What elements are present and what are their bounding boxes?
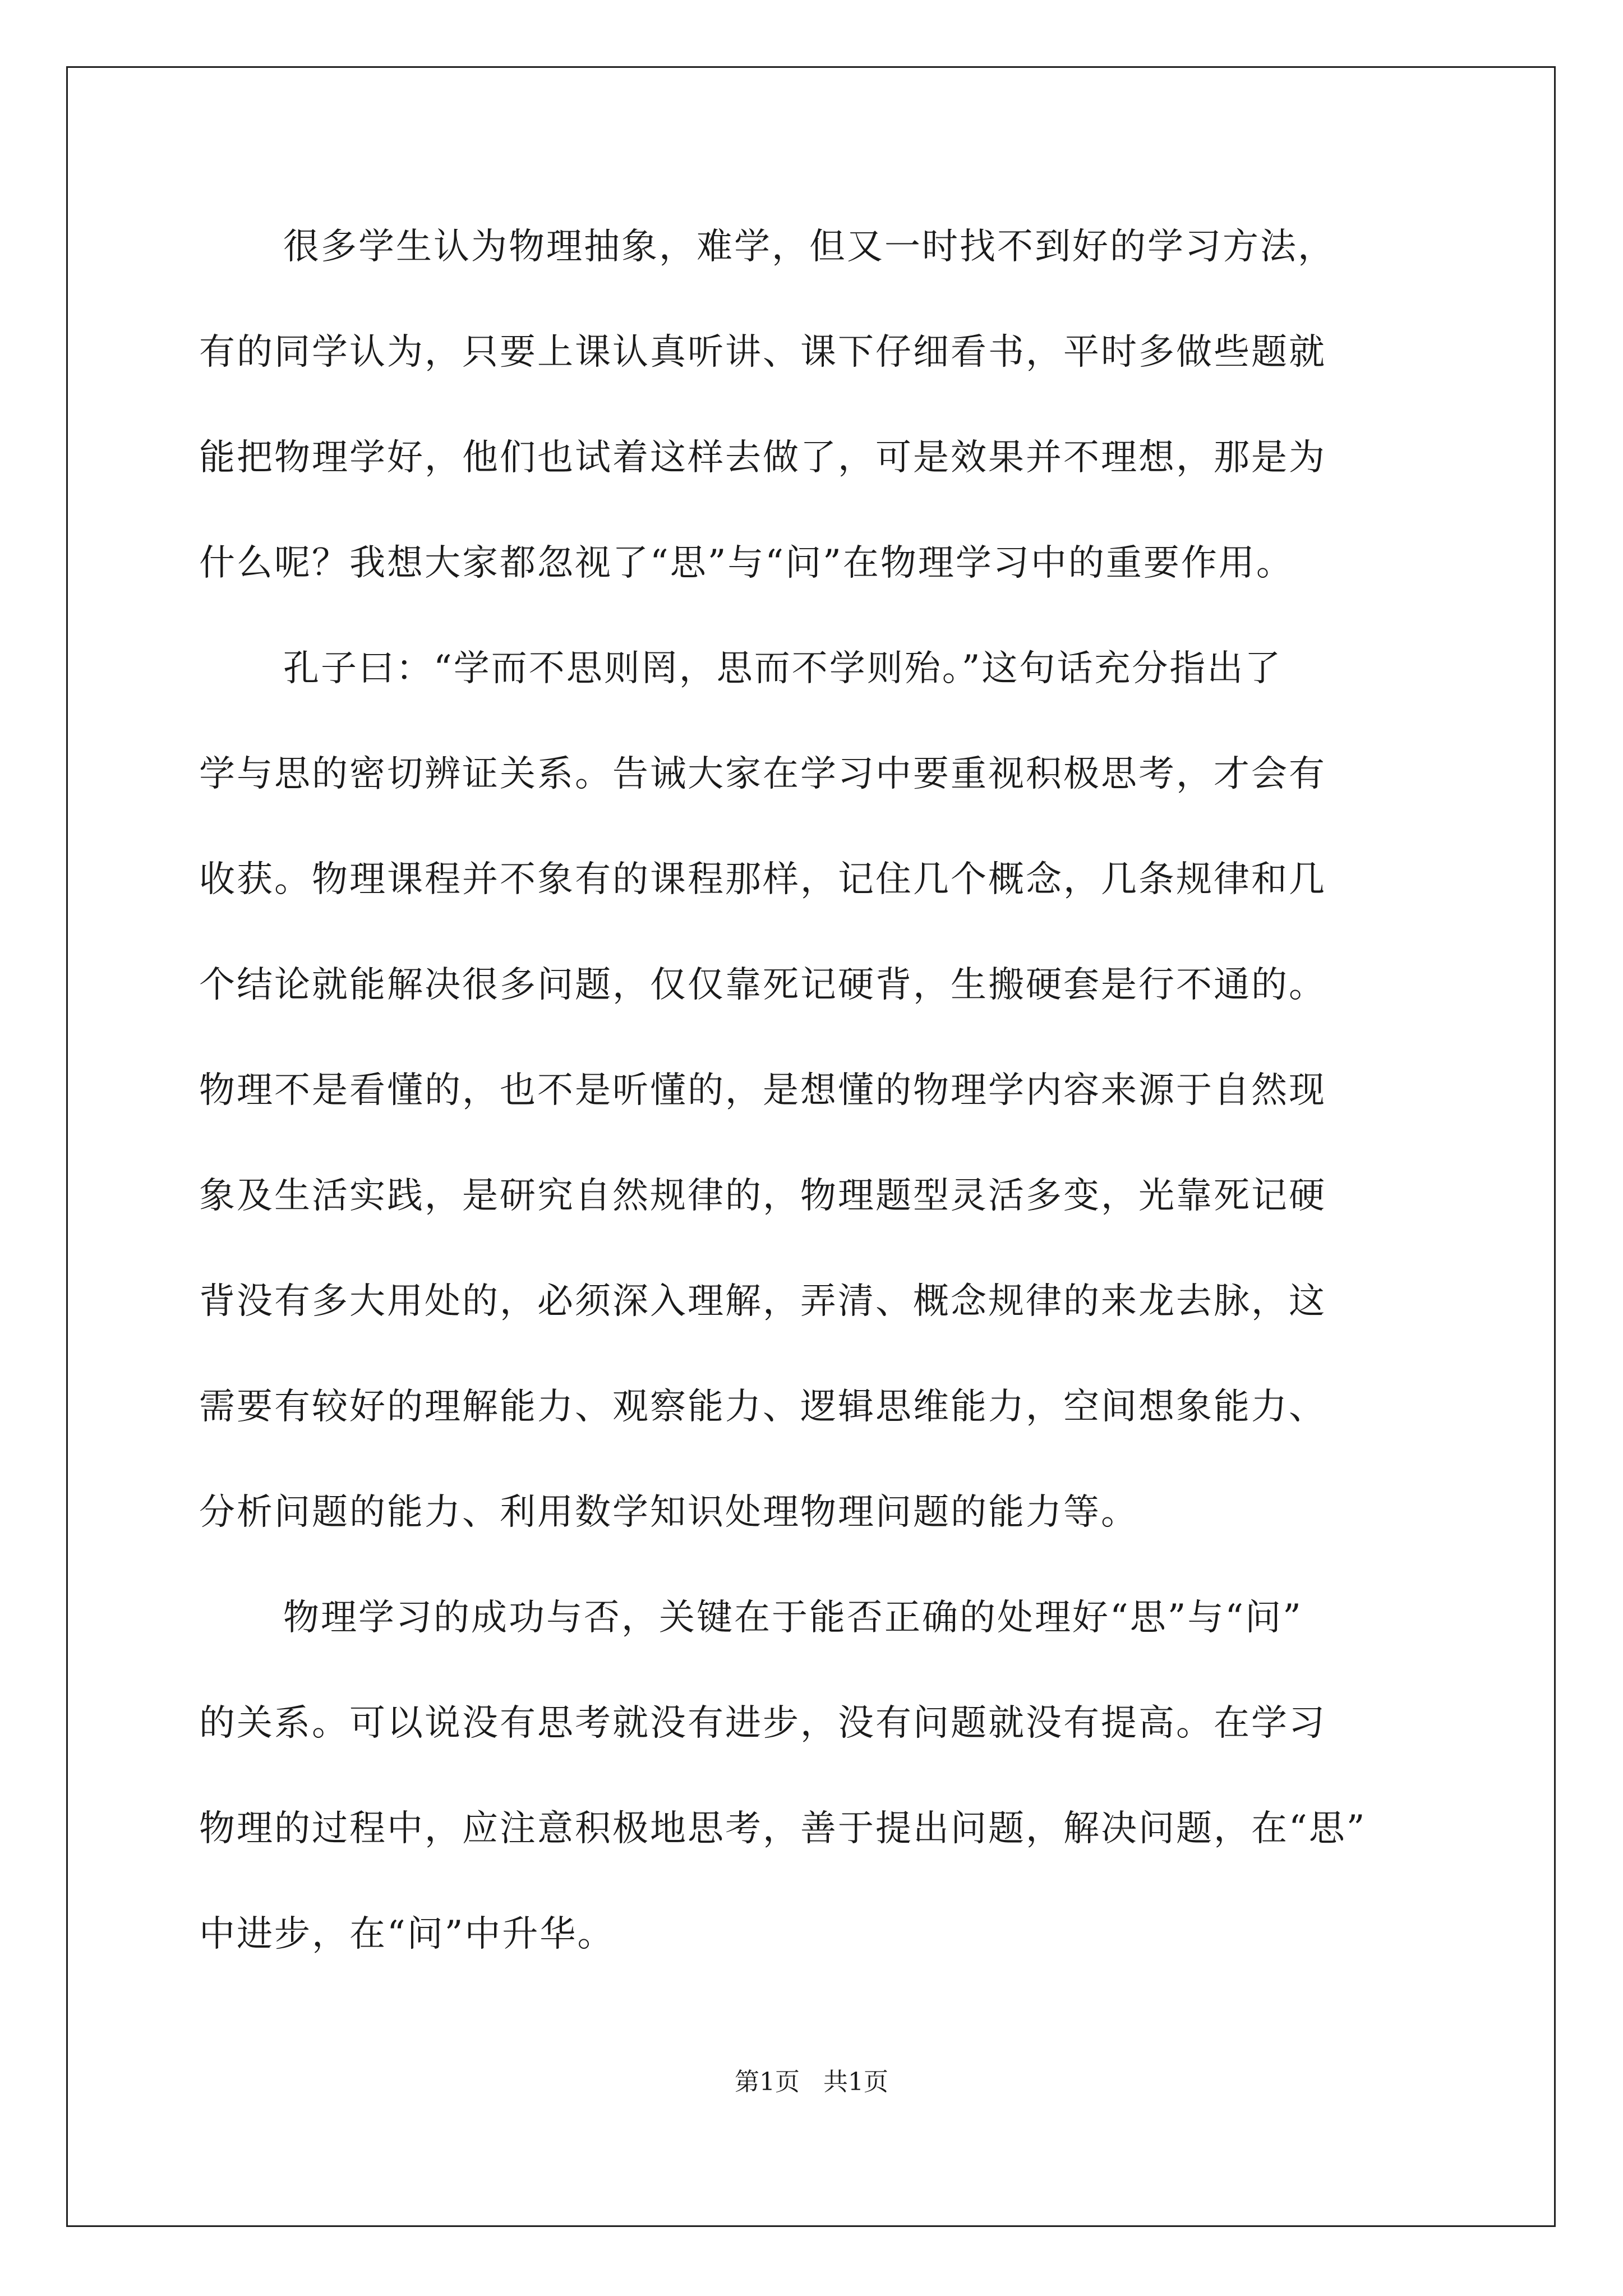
paragraph-2-line-3: 收获。物理课程并不象有的课程那样，记住几个概念，几条规律和几 — [199, 859, 1326, 900]
paragraph-3-line-4: 中进步，在“问”中升华。 — [199, 1913, 615, 1955]
page-total: 共1页 — [823, 2068, 888, 2096]
paragraph-3-line-3: 物理的过程中，应注意积极地思考，善于提出问题，解决问题，在“思” — [199, 1808, 1367, 1849]
paragraph-2-line-1: 孔子曰：“学而不思则罔，思而不学则殆。”这句话充分指出了 — [283, 648, 1283, 689]
paragraph-2-line-4: 个结论就能解决很多问题，仅仅靠死记硬背，生搬硬套是行不通的。 — [199, 964, 1326, 1006]
paragraph-3-line-1: 物理学习的成功与否，关键在于能否正确的处理好“思”与“问” — [283, 1597, 1303, 1639]
paragraph-1-line-3: 能把物理学好，他们也试着这样去做了，可是效果并不理想，那是为 — [199, 437, 1326, 478]
paragraph-2-line-7: 背没有多大用处的，必须深入理解，弄清、概念规律的来龙去脉，这 — [199, 1281, 1326, 1322]
paragraph-1-line-2: 有的同学认为，只要上课认真听讲、课下仔细看书，平时多做些题就 — [199, 332, 1326, 373]
page-border — [66, 66, 1556, 2227]
paragraph-1-line-4: 什么呢？我想大家都忽视了“思”与“问”在物理学习中的重要作用。 — [199, 542, 1294, 584]
paragraph-2-line-8: 需要有较好的理解能力、观察能力、逻辑思维能力，空间想象能力、 — [199, 1386, 1326, 1428]
paragraph-2-line-9: 分析问题的能力、利用数学知识处理物理问题的能力等。 — [199, 1492, 1138, 1533]
paragraph-3-line-2: 的关系。可以说没有思考就没有进步，没有问题就没有提高。在学习 — [199, 1703, 1326, 1744]
page-number: 第1页 — [735, 2068, 800, 2096]
paragraph-2-line-6: 象及生活实践，是研究自然规律的，物理题型灵活多变，光靠死记硬 — [199, 1175, 1326, 1217]
paragraph-1-line-1: 很多学生认为物理抽象，难学，但又一时找不到好的学习方法， — [283, 226, 1335, 268]
paragraph-2-line-5: 物理不是看懂的，也不是听懂的，是想懂的物理学内容来源于自然现 — [199, 1070, 1326, 1111]
paragraph-2-line-2: 学与思的密切辨证关系。告诫大家在学习中要重视积极思考，才会有 — [199, 753, 1326, 795]
page-footer — [0, 2065, 1623, 2099]
